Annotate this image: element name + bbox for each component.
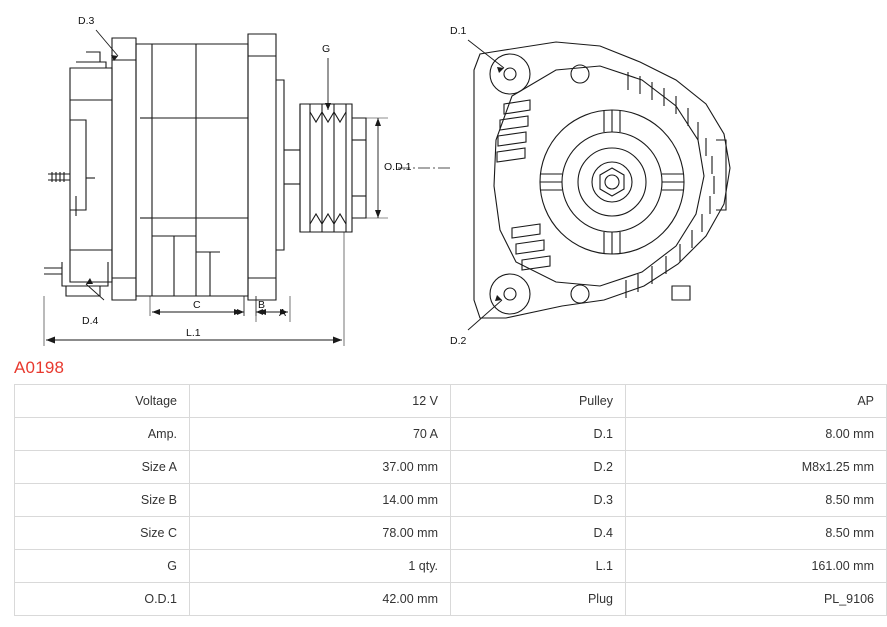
spec-label-right: D.1 — [451, 418, 626, 451]
label-d3: D.3 — [78, 15, 95, 27]
spec-value-right: PL_9106 — [626, 583, 887, 616]
spec-value-left: 70 A — [190, 418, 451, 451]
label-c: C — [193, 299, 201, 311]
specifications-table — [14, 384, 887, 616]
spec-label-left: Size B — [15, 484, 190, 517]
spec-label-right: D.4 — [451, 517, 626, 550]
label-b: B — [258, 299, 266, 311]
spec-label-right: D.2 — [451, 451, 626, 484]
label-d1: D.1 — [450, 25, 467, 37]
spec-value-left: 37.00 mm — [190, 451, 451, 484]
table-row — [15, 550, 887, 583]
table-row — [15, 517, 887, 550]
spec-value-right: 8.00 mm — [626, 418, 887, 451]
label-od1: O.D.1 — [384, 161, 412, 173]
table-row — [15, 484, 887, 517]
spec-value-right: M8x1.25 mm — [626, 451, 887, 484]
spec-value-right: 8.50 mm — [626, 517, 887, 550]
spec-value-left: 1 qty. — [190, 550, 451, 583]
part-code: A0198 — [14, 358, 65, 377]
spec-value-right: 8.50 mm — [626, 484, 887, 517]
spec-label-right: Plug — [451, 583, 626, 616]
spec-value-left: 12 V — [190, 385, 451, 418]
spec-label-left: Size A — [15, 451, 190, 484]
spec-value-left: 78.00 mm — [190, 517, 451, 550]
spec-label-right: L.1 — [451, 550, 626, 583]
spec-value-left: 42.00 mm — [190, 583, 451, 616]
spec-label-left: O.D.1 — [15, 583, 190, 616]
spec-label-left: Amp. — [15, 418, 190, 451]
table-row — [15, 583, 887, 616]
spec-label-left: G — [15, 550, 190, 583]
label-l1: L.1 — [186, 327, 201, 339]
table-row — [15, 385, 887, 418]
table-row — [15, 451, 887, 484]
spec-label-left: Voltage — [15, 385, 190, 418]
label-d4: D.4 — [82, 315, 99, 327]
table-row — [15, 418, 887, 451]
spec-value-right: 161.00 mm — [626, 550, 887, 583]
label-a: A — [279, 307, 287, 319]
spec-value-right: AP — [626, 385, 887, 418]
spec-label-right: Pulley — [451, 385, 626, 418]
label-d2: D.2 — [450, 335, 467, 347]
spec-value-left: 14.00 mm — [190, 484, 451, 517]
spec-label-right: D.3 — [451, 484, 626, 517]
spec-label-left: Size C — [15, 517, 190, 550]
label-g: G — [322, 43, 331, 55]
